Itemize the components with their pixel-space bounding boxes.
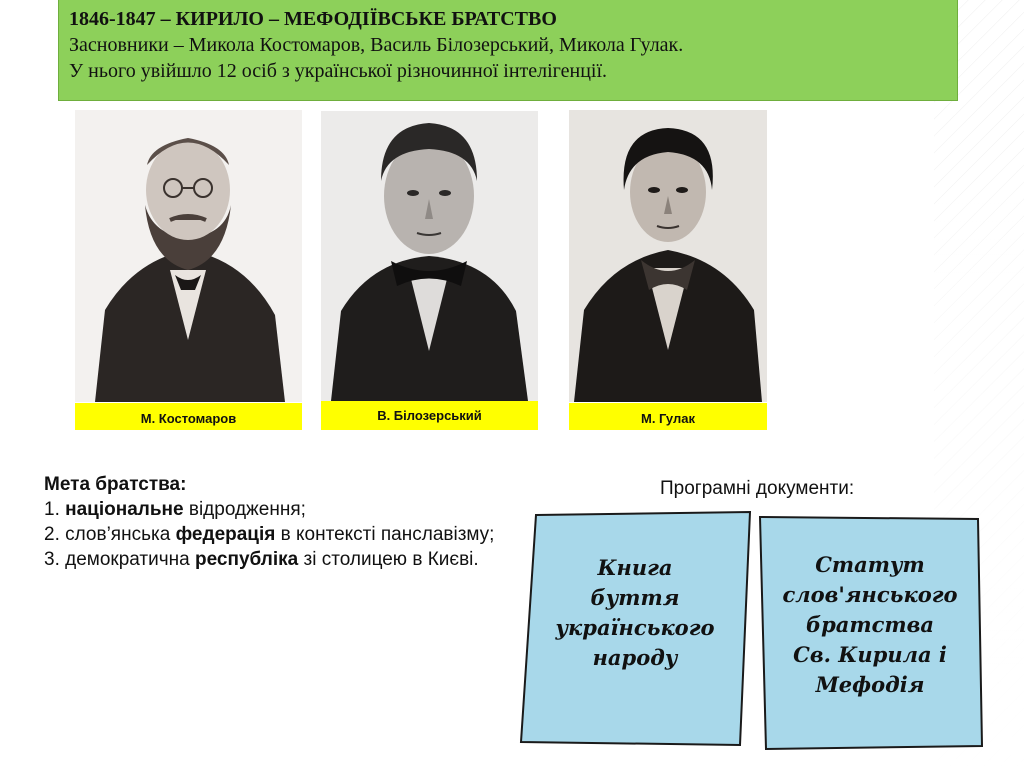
header-title: 1846-1847 – КИРИЛО – МЕФОДІЇВСЬКЕ БРАТСТВО (69, 8, 557, 30)
caption-bilozerskyi-text: В. Білозерський (377, 408, 482, 423)
goal-item-2-num: 2. слов’янська (44, 524, 176, 545)
caption-kostomarov-text: М. Костомаров (140, 411, 237, 426)
docs-heading: Програмні документи: (660, 478, 855, 499)
doc-card-statute-text (780, 550, 960, 700)
caption-hulak (569, 403, 767, 430)
caption-kostomarov (75, 403, 302, 430)
doc1-line-1: Книга (597, 555, 673, 580)
goal-item-1-bold: національне (65, 499, 184, 520)
goal-item-1 (44, 497, 514, 522)
header-banner (58, 0, 958, 101)
goal-item-3-rest: зі столицею в Києві. (298, 549, 479, 570)
doc2-line-3: братства (805, 612, 935, 637)
doc2-line-2: слов'янського (782, 582, 958, 607)
header-members: У нього увійшло 12 осіб з української різночинної інтелігенції. (69, 60, 608, 82)
goal-item-1-rest: відродження; (183, 499, 306, 520)
goal-item-2-bold: федерація (175, 524, 276, 545)
goal-item-2 (44, 522, 514, 547)
doc1-line-4: народу (592, 645, 678, 670)
portrait-bilozerskyi (321, 111, 538, 401)
doc-card-book-text (550, 553, 720, 673)
goal-item-3 (44, 547, 514, 572)
doc2-line-4: Св. Кирила і (793, 642, 947, 667)
goal-item-3-num: 3. демократична (44, 549, 195, 570)
goal-title: Мета братства: (44, 474, 187, 495)
goal-block (44, 472, 514, 572)
doc1-line-3: українського (555, 615, 715, 640)
portrait-kostomarov (75, 110, 302, 402)
caption-bilozerskyi (321, 401, 538, 430)
goal-item-1-num: 1. (44, 499, 66, 520)
portrait-hulak (569, 110, 767, 402)
doc1-line-2: буття (590, 585, 680, 610)
header-founders: Засновники – Микола Костомаров, Василь Білозерський, Микола Гулак. (69, 34, 684, 56)
caption-hulak-text: М. Гулак (641, 411, 695, 426)
doc2-line-5: Мефодія (815, 672, 925, 697)
doc2-line-1: Статут (815, 552, 925, 577)
goal-item-2-rest: в контексті панславізму; (275, 524, 495, 545)
goal-item-3-bold: республіка (195, 549, 299, 570)
